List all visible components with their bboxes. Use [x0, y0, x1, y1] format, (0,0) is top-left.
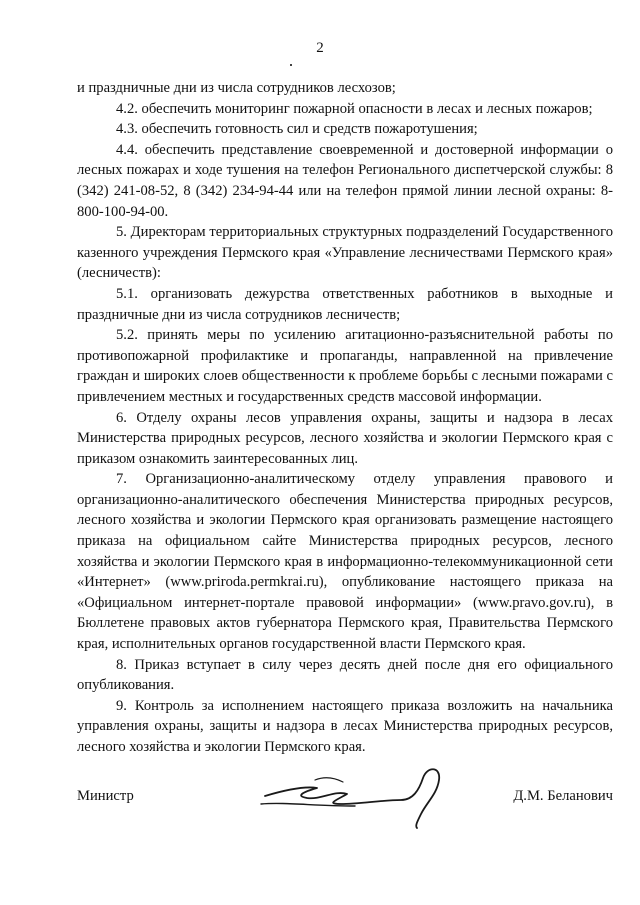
page-number: 2 [316, 40, 324, 56]
signatory-title: Министр [77, 788, 134, 804]
signatory-name: Д.М. Беланович [513, 788, 613, 804]
paragraph-5: 5. Директорам территориальных структурных подразделений Государственного казенного учреждения Пермского края «Управление лесничествами Пермского края» (лесничеств): [77, 224, 613, 282]
paragraph-4-4: 4.4. обеспечить представление своевременной и достоверной информации о лесных пожарах и ходе тушения на телефон Регионального диспетчерской службы: 8 (342) 241-08-52, 8 (342) 234-94-44 или на телефон прямой линии лесной охраны: 8-800-100-94-00. [77, 141, 613, 220]
document-body [77, 78, 613, 758]
signature-block [77, 760, 613, 850]
paragraph-9: 9. Контроль за исполнением настоящего приказа возложить на начальника управления охраны, защиты и надзора в лесах Министерства природных ресурсов, лесного хозяйства и экологии Пермского края. [77, 697, 613, 755]
paragraph-5-1: 5.1. организовать дежурства ответственных работников в выходные и праздничные дни из числа сотрудников лесничеств; [77, 285, 613, 323]
paragraph-8: 8. Приказ вступает в силу через десять дней после дня его официального опубликования. [77, 656, 613, 694]
paragraph-continuation: и праздничные дни из числа сотрудников лесхозов; [77, 80, 396, 96]
paragraph-5-2: 5.2. принять меры по усилению агитационно-разъяснительной работы по противопожарной профилактике и пропаганды, направленной на привлечение граждан и широких слоев общественности к проблеме борьбы с лесными пожарами с привлечением местных и государственных средств массовой информации. [77, 327, 613, 405]
paragraph-6: 6. Отделу охраны лесов управления охраны, защиты и надзора в лесах Министерства природных ресурсов, лесного хозяйства и экологии Пермского края с приказом ознакомить заинтересованных лиц. [77, 409, 613, 467]
handwritten-signature [255, 760, 455, 830]
paragraph-4-3: 4.3. обеспечить готовность сил и средств пожаротушения; [116, 121, 478, 138]
paragraph-4-2: 4.2. обеспечить мониторинг пожарной опасности в лесах и лесных пожаров; [116, 100, 593, 117]
paragraph-7: 7. Организационно-аналитическому отделу управления правового и организационно-аналитического обеспечения Министерства природных ресурсов, лесного хозяйства и экологии Пермского края организовать размещение настоящего приказа на официальном сайте Министерства природных ресурсов, лесного хозяйства и экологии Пермского края в информационно-телекоммуникационной сети «Интернет» (www.priroda.permkrai.ru), опубликование настоящего приказа на «Официальном интернет-портале правовой информации» (www.pravo.gov.ru), в Бюллетене правовых актов губернатора Пермского края, Правительства Пермского края, исполнительных органов государственной власти Пермского края. [77, 471, 613, 653]
scan-speck [290, 64, 292, 66]
